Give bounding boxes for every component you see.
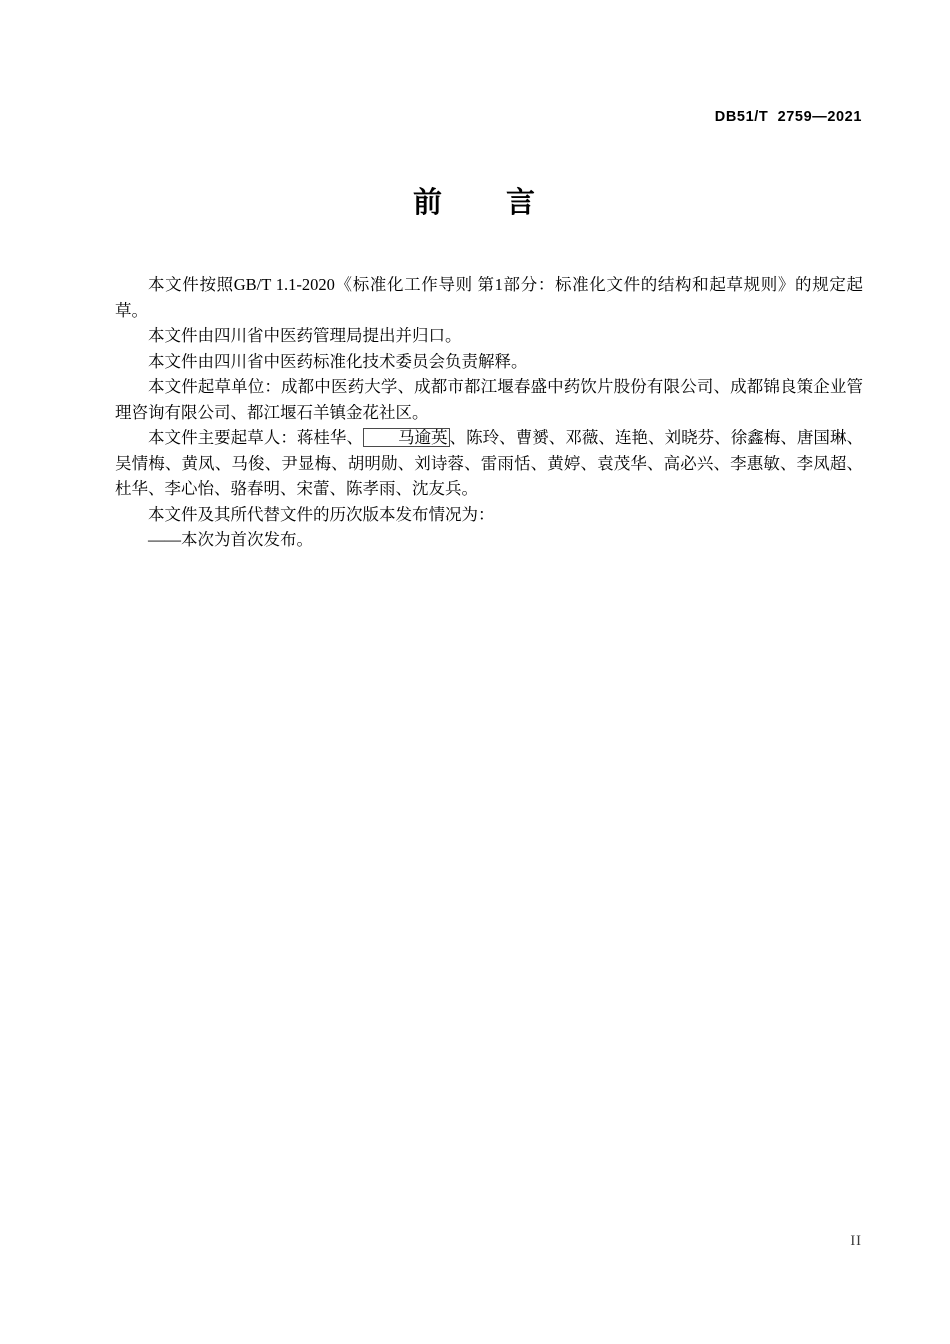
page-header (88, 108, 862, 130)
standard-code-label: DB51/T 2759—2021 (714, 109, 862, 125)
drafters-lead-in: 本文件主要起草人：蒋桂华、 (148, 428, 364, 447)
paragraph-version-history: 本文件及其所代替文件的历次版本发布情况为： (148, 504, 495, 524)
paragraph-first-release: ——本次为首次发布。 (148, 530, 313, 549)
paragraph-proposed-by: 本文件由四川省中医药管理局提出并归口。 (148, 326, 462, 345)
foreword-body (115, 272, 863, 553)
page-footer (88, 1232, 862, 1250)
paragraph-drafters (115, 425, 863, 502)
paragraph-basis: 本文件按照GB/T 1.1-2020《标准化工作导则 第1部分：标准化文件的结构和起草规则》的规定起草。 (115, 275, 863, 320)
page-title: 前 言 (412, 187, 537, 219)
drafters-list: 、陈玲、曹赟、邓薇、连艳、刘晓芬、徐鑫梅、唐国琳、吴情梅、黄凤、马俊、尹显梅、胡明勋、刘诗蓉、雷雨恬、黄婷、袁茂华、高必兴、李惠敏、李凤超、杜华、李心怡、骆春明、宋蕾、陈孝雨、沈友兵。 (115, 428, 864, 498)
highlighted-drafter-name: 马逾英 (363, 428, 450, 447)
paragraph-drafting-units: 本文件起草单位：成都中医药大学、成都市都江堰春盛中药饮片股份有限公司、成都锦良策企业管理咨询有限公司、都江堰石羊镇金花社区。 (115, 377, 863, 422)
paragraph-interpreted-by: 本文件由四川省中医药标准化技术委员会负责解释。 (148, 351, 528, 371)
page-number-label: II (850, 1233, 862, 1249)
